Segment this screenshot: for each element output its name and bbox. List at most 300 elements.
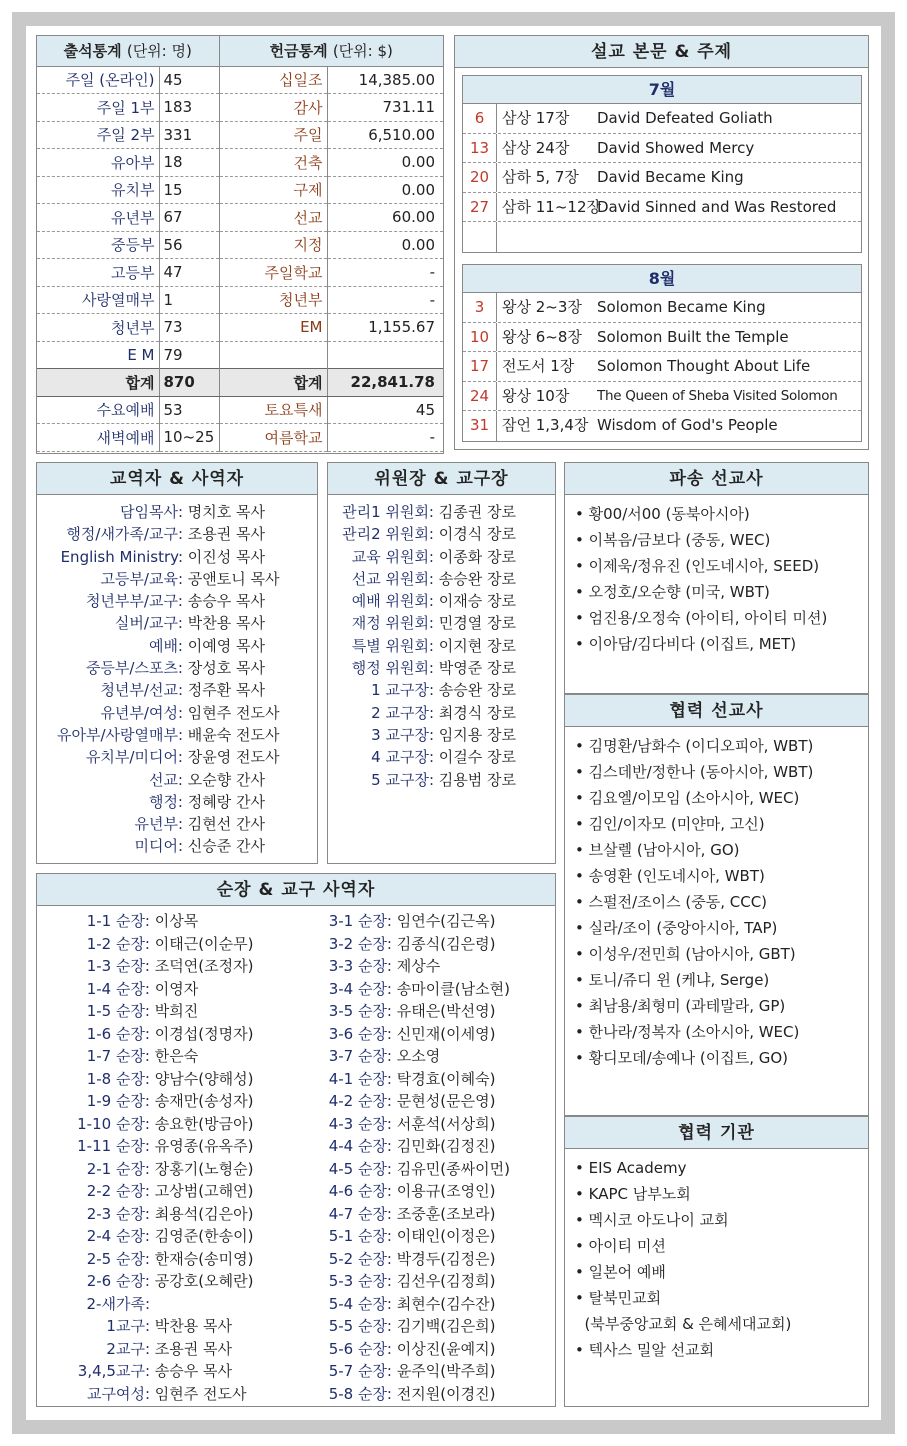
organization-item: (북부중앙교회 & 은혜세대교회) [575,1315,792,1333]
cell-role-entry [282,1068,510,1091]
cell-role-entry [282,1090,510,1113]
committee-role-entry [328,635,555,657]
attendance-label: E M [37,341,159,369]
staff-role-entry [37,657,317,679]
offering-value: 731.11 [327,94,443,122]
cell-role-entry [37,1045,282,1068]
staff-role-label: 행정/새가족/교구: [66,525,183,544]
staff-role-label: 중등부/스포츠: [85,659,183,678]
cell-role-entry [37,1360,282,1383]
coop-missionary-item: • 한나라/정복자 (소아시아, WEC) [575,1023,800,1041]
committee-name: 김용범 장로 [438,770,516,789]
cell-role-entry [37,1158,282,1181]
cell-role-entry [37,1225,282,1248]
cell-name: 이경섭(정명자) [154,1024,254,1043]
attendance-label: 중등부 [37,231,159,259]
sermon-date: 31 [463,411,497,441]
cell-role-label: 3-4 순장: [328,979,392,998]
attendance-label: 유년부 [37,204,159,232]
sermon-date: 17 [463,352,497,381]
sermon-date: 10 [463,323,497,352]
cell-name: 공강호(오혜란) [154,1272,254,1290]
staff-name: 오순향 간사 [187,770,265,789]
sermon-topic: Solomon Thought About Life [597,357,811,375]
staff-role-label: 유치부/미디어: [85,748,183,767]
sermon-row [463,411,861,441]
committee-role-label: 2 교구장: [371,703,434,722]
missionary-item: • 엄진용/오정숙 (아이티, 아이티 미션) [575,609,828,627]
cell-name: 임현주 전도사 [154,1384,247,1403]
attendance-value: 79 [159,341,219,369]
cell-name: 임연수(김근옥) [396,912,496,930]
committee-role-label: 선교 위원회: [351,569,434,588]
sermon-topic: Solomon Built the Temple [597,327,789,346]
committee-name: 송승완 장로 [438,681,516,700]
cell-role-entry [37,1293,282,1316]
staff-role-entry [37,612,317,634]
coop-missionary-item: • 실라/조이 (중앙아시아, TAP) [575,919,778,937]
cell-role-entry [282,1113,510,1136]
sermon-passage: 삼하 5, 7장 [502,168,579,186]
offering-value: 60.00 [327,204,443,232]
sermon-passage: 전도서 1장 [502,357,575,375]
attendance-value: 47 [159,259,219,287]
offering-value: 0.00 [327,231,443,259]
cell-role-label: 2교구: [106,1339,150,1358]
offering-value: 22,841.78 [327,369,443,397]
cell-role-entry [37,1315,282,1338]
sermon-date: 20 [463,163,497,192]
sermon-row [463,104,861,134]
organization-item: • 텍사스 밀알 선교회 [575,1341,715,1359]
staff-name: 배윤숙 전도사 [187,725,280,744]
sermon-topic: David Defeated Goliath [597,109,773,127]
offering-label: 구제 [219,176,327,204]
cell-role-entry [282,1360,510,1383]
month-heading: 8월 [463,265,861,293]
organization-item: • EIS Academy [575,1159,687,1177]
attendance-value: 18 [159,149,219,177]
committee-list [327,462,556,864]
committee-name: 이걸수 장로 [438,748,516,767]
cell-role-label: 1-1 순장: [86,912,150,930]
cell-role-label: 2-1 순장: [86,1159,150,1178]
cell-role-entry [37,1203,282,1226]
cell-name: 조용권 목사 [154,1339,232,1358]
sermon-topic: Wisdom of God's People [597,416,778,434]
organization-item: • 멕시코 아도나이 교회 [575,1211,729,1229]
cell-name: 김유민(종싸이먼) [396,1159,510,1178]
cell-name: 윤주익(박주희) [396,1362,496,1380]
cell-name: 송마이클(남소현) [396,979,510,998]
cell-name: 양남수(양해성) [154,1069,254,1088]
organization-item: • 아이티 미션 [575,1237,666,1255]
committee-name: 민경열 장로 [438,614,516,633]
table-row [37,204,443,232]
cell-name: 이상진(윤예지) [396,1339,496,1358]
attendance-value: 53 [159,396,219,424]
cell-name: 오소영 [396,1047,441,1065]
table-row [37,231,443,259]
staff-name: 박찬용 목사 [187,614,265,633]
staff-role-label: 고등부/교육: [100,569,183,588]
committee-role-entry [328,657,555,679]
sermon-passage: 잠언 1,3,4장 [502,416,589,434]
committee-role-label: 3 교구장: [371,725,434,744]
cell-role-label: 2-새가족: [86,1294,150,1313]
attendance-label: 주일 (온라인) [37,66,159,94]
cell-name: 전지원(이경진) [396,1384,496,1403]
staff-role-label: 청년부부/교구: [85,592,183,611]
offering-header: 헌금통계 (단위: $) [219,36,443,66]
cell-leaders [36,873,556,1407]
organization-item: • KAPC 남부노회 [575,1185,691,1203]
attendance-label: 새벽예배 [37,424,159,452]
attendance-value: 67 [159,204,219,232]
staff-role-label: 청년부/선교: [100,681,183,700]
cell-name: 이용규(조영인) [396,1182,496,1200]
staff-name: 정주환 목사 [187,681,265,700]
offering-label [219,341,327,369]
cell-name: 김민화(김정진) [396,1137,496,1155]
cell-role-label: 5-4 순장: [328,1294,392,1313]
offering-label: 청년부 [219,286,327,314]
offering-label: 지정 [219,231,327,259]
coop-missionaries-title: 협력 선교사 [565,695,868,727]
cell-role-label: 4-4 순장: [328,1137,392,1155]
attendance-label: 청년부 [37,314,159,342]
cell-role-label: 1-3 순장: [86,957,150,975]
table-row [37,121,443,149]
committee-role-entry [328,568,555,590]
cell-role-label: 3-6 순장: [328,1024,392,1043]
cell-role-label: 1-5 순장: [86,1002,150,1020]
cell-name: 송요한(방금아) [154,1114,254,1133]
staff-role-label: English Ministry: [60,547,183,566]
committee-name: 박영준 장로 [438,659,516,678]
cell-role-entry [282,1158,510,1181]
offering-label: 토요특새 [219,396,327,424]
cell-role-label: 교구여성: [86,1384,150,1403]
staff-role-label: 담임목사: [119,503,183,521]
staff-role-entry [37,590,317,612]
committee-role-label: 교육 위원회: [351,547,434,566]
coop-missionary-item: • 송영환 (인도네시아, WBT) [575,867,765,885]
cell-role-label: 3-5 순장: [328,1002,392,1020]
attendance-label: 유아부 [37,149,159,177]
cell-role-label: 2-4 순장: [86,1227,150,1245]
cell-role-entry [282,1383,510,1406]
committee-role-label: 4 교구장: [371,748,434,767]
cell-name: 한은숙 [154,1047,199,1065]
sent-missionaries [564,462,869,694]
cell-role-label: 5-5 순장: [328,1317,392,1335]
cell-role-label: 2-2 순장: [86,1182,150,1200]
sermon-date: 24 [463,382,497,411]
missionary-item: • 오정호/오순향 (미국, WBT) [575,583,770,601]
committee-name: 이경식 장로 [438,525,516,544]
missionary-item: • 황00/서00 (동북아시아) [575,505,750,523]
staff-role-label: 유년부: [134,815,183,834]
staff-role-label: 실버/교구: [114,614,183,633]
cell-role-label: 4-1 순장: [328,1069,392,1088]
committee-role-entry [328,746,555,768]
sermon-row [463,163,861,193]
staff-role-label: 예배: [148,636,183,655]
cooperating-missionaries [564,694,869,1116]
coop-missionary-item: • 김스데반/정한나 (동아시아, WBT) [575,763,814,781]
cell-role-entry [37,1270,282,1293]
cell-role-entry [37,910,282,933]
sermon-topic: David Showed Mercy [597,138,755,157]
staff-role-label: 선교: [148,770,183,789]
offering-value: - [327,286,443,314]
committee-role-entry [328,769,555,791]
month-heading: 7월 [463,76,861,104]
offering-label: 선교 [219,204,327,232]
staff-role-entry [37,546,317,568]
attendance-value: 870 [159,369,219,397]
cell-role-entry [282,1225,510,1248]
staff-name: 이예영 목사 [187,636,265,655]
coop-missionary-item: • 최남용/최형미 (과테말라, GP) [575,997,786,1015]
cell-role-entry [37,1000,282,1023]
missionary-item: • 이복음/금보다 (중동, WEC) [575,531,771,549]
missionary-item: • 이제욱/정유진 (인도네시아, SEED) [575,557,820,575]
staff-name: 공앤토니 목사 [187,569,280,588]
cell-role-entry [282,1338,510,1361]
offering-label: EM [219,314,327,342]
sermon-date: 27 [463,193,497,222]
cell-role-entry [37,1023,282,1046]
staff-name: 김현선 간사 [187,815,265,834]
cell-role-label: 5-7 순장: [328,1362,392,1380]
committee-name: 이종화 장로 [438,547,516,566]
cell-role-label: 3-3 순장: [328,957,392,975]
missionaries-title: 파송 선교사 [565,463,868,495]
attendance-value: 56 [159,231,219,259]
offering-value: 0.00 [327,149,443,177]
cell-name: 김기백(김은희) [396,1317,496,1335]
cell-role-entry [37,933,282,956]
cell-role-label: 3-1 순장: [328,912,392,930]
staff-role-entry [37,568,317,590]
staff-role-entry [37,835,317,857]
coop-missionary-item: • 스펄전/조이스 (중동, CCC) [575,893,768,911]
committee-role-entry [328,590,555,612]
cell-role-label: 1-11 순장: [77,1137,150,1155]
cell-role-entry [37,1068,282,1091]
attendance-offering-table [36,35,444,454]
coop-missionary-item: • 이성우/전민희 (남아시아, GBT) [575,945,796,963]
coop-missionary-item: • 토니/쥬디 윈 (케냐, Serge) [575,971,770,989]
staff-role-entry [37,702,317,724]
cell-name: 이태인(이정은) [396,1227,496,1245]
coop-missionary-item: • 브살렐 (남아시아, GO) [575,841,740,859]
cell-role-entry [37,955,282,978]
committee-role-label: 관리2 위원회: [342,525,434,544]
committee-name: 최경식 장로 [438,703,516,722]
cells-title: 순장 & 교구 사역자 [37,874,555,906]
cell-role-label: 1-4 순장: [86,979,150,998]
committee-role-entry [328,501,555,523]
sermon-schedule [454,35,869,450]
cell-role-label: 3-2 순장: [328,934,392,953]
offering-label: 주일 [219,121,327,149]
organization-item: • 일본어 예배 [575,1263,666,1281]
offering-value: 6,510.00 [327,121,443,149]
offering-value: 1,155.67 [327,314,443,342]
staff-role-label: 유년부/여성: [100,703,183,722]
cell-role-entry [282,1023,510,1046]
attendance-label: 수요예배 [37,396,159,424]
staff-title: 교역자 & 사역자 [37,463,317,495]
committee-role-entry [328,612,555,634]
committee-role-label: 예배 위원회: [351,592,434,611]
sermon-row [463,222,861,252]
table-row [37,259,443,287]
attendance-label: 고등부 [37,259,159,287]
cell-role-entry [282,1180,510,1203]
sermon-row [463,352,861,382]
cell-role-entry [37,1180,282,1203]
cell-role-entry [37,1090,282,1113]
staff-role-entry [37,791,317,813]
table-row [37,286,443,314]
cell-role-label: 4-6 순장: [328,1182,392,1200]
cell-name: 문현성(문은영) [396,1092,496,1110]
cell-name: 박경두(김정은) [396,1249,496,1268]
staff-role-entry [37,813,317,835]
committee-role-label: 관리1 위원회: [342,503,434,521]
table-row [37,176,443,204]
cell-role-label: 5-2 순장: [328,1249,392,1268]
sermon-passage: 삼하 11~12장 [502,197,601,216]
cell-role-label: 5-3 순장: [328,1272,392,1290]
committee-role-entry [328,679,555,701]
committee-role-entry [328,546,555,568]
cell-role-label: 1-6 순장: [86,1024,150,1043]
attendance-label: 유치부 [37,176,159,204]
committee-role-label: 행정 위원회: [351,659,434,678]
sermon-date: 6 [463,104,497,133]
cell-name: 김영준(한송이) [154,1227,254,1245]
cell-role-entry [282,1135,510,1158]
cell-name: 김종식(김은령) [396,934,496,953]
sermon-row [463,323,861,353]
cell-role-entry [282,1203,510,1226]
cell-role-entry [282,1000,510,1023]
committee-role-entry [328,702,555,724]
offering-value: 45 [327,396,443,424]
attendance-value: 15 [159,176,219,204]
sermon-date [463,222,497,252]
staff-role-entry [37,523,317,545]
cell-role-entry [282,955,510,978]
staff-role-entry [37,501,317,523]
cell-role-entry [37,1113,282,1136]
sermon-passage: 삼상 24장 [502,138,570,157]
staff-list [36,462,318,864]
table-row [37,424,443,452]
cell-role-label: 4-7 순장: [328,1204,392,1223]
coop-missionary-item: • 김요엘/이모임 (소아시아, WEC) [575,789,800,807]
cell-role-entry [282,1045,510,1068]
staff-name: 신승준 간사 [187,837,265,856]
cell-name: 탁경효(이혜숙) [396,1069,496,1088]
attendance-label: 주일 2부 [37,121,159,149]
organization-item: • 탈북민교회 [575,1289,662,1307]
cell-role-label: 1-8 순장: [86,1069,150,1088]
cell-role-label: 1-10 순장: [77,1114,150,1133]
table-row [37,369,443,397]
cell-role-label: 2-6 순장: [86,1272,150,1290]
attendance-value: 1 [159,286,219,314]
offering-value: 14,385.00 [327,66,443,94]
attendance-value: 45 [159,66,219,94]
attendance-value: 331 [159,121,219,149]
cell-name: 김선우(김정희) [396,1272,496,1290]
cell-name: 최현수(김수잔) [396,1294,496,1313]
cell-role-label: 3-7 순장: [328,1047,392,1065]
staff-name: 조용권 목사 [187,525,265,544]
cell-role-label: 4-5 순장: [328,1159,392,1178]
staff-name: 명치호 목사 [187,503,265,521]
staff-name: 장윤영 전도사 [187,748,280,767]
sermon-row [463,382,861,412]
sermon-row [463,193,861,223]
cell-name: 박희진 [154,1002,199,1020]
offering-label: 주일학교 [219,259,327,287]
staff-role-label: 미디어: [134,837,183,856]
cell-role-entry [37,1338,282,1361]
attendance-value: 73 [159,314,219,342]
committee-name: 임지용 장로 [438,725,516,744]
sermon-date: 3 [463,293,497,322]
sermon-topic: The Queen of Sheba Visited Solomon [597,387,838,404]
staff-name: 장성호 목사 [187,659,265,678]
offering-label: 건축 [219,149,327,177]
committee-role-label: 특별 위원회: [351,636,434,655]
staff-role-entry [37,635,317,657]
orgs-title: 협력 기관 [565,1117,868,1149]
offering-value [327,341,443,369]
attendance-label: 사랑열매부 [37,286,159,314]
cell-role-entry [37,978,282,1001]
sermon-date: 13 [463,134,497,163]
cell-name: 고상범(고해연) [154,1182,254,1200]
sermon-topic: David Became King [597,168,744,186]
coop-missionary-item: • 황디모데/송예나 (이집트, GO) [575,1049,789,1067]
sermon-row [463,293,861,323]
cell-role-entry [37,1383,282,1406]
committee-name: 송승완 장로 [438,569,516,588]
sermon-topic: David Sinned and Was Restored [597,197,837,216]
sermon-topic: Solomon Became King [597,298,766,316]
cell-name: 신민재(이세영) [396,1024,496,1043]
committee-title: 위원장 & 교구장 [328,463,555,495]
committee-name: 김종권 장로 [438,503,516,521]
committee-role-entry [328,523,555,545]
cell-name: 유태은(박선영) [396,1002,496,1020]
staff-name: 정혜랑 간사 [187,792,265,811]
cell-role-entry [282,978,510,1001]
cell-name: 송재만(송성자) [154,1092,254,1110]
table-row [37,149,443,177]
missionary-item: • 이아담/김다비다 (이집트, MET) [575,635,797,653]
offering-value: - [327,259,443,287]
cell-name: 송승우 목사 [154,1362,232,1380]
